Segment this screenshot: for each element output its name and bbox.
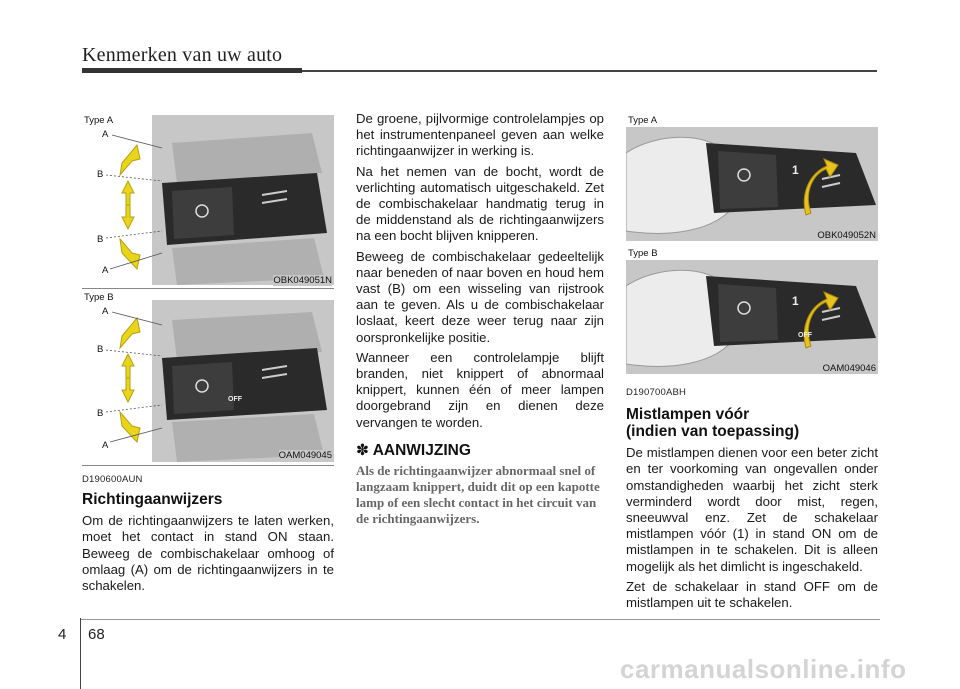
right-column (626, 385, 878, 615)
heading-line-2: (indien van toepassing) (626, 423, 800, 441)
figure-code: OAM049046 (822, 363, 876, 374)
figure-turn-signal-type-a (82, 113, 334, 288)
figure-type-label: Type A (628, 115, 658, 126)
page-number: 68 (88, 626, 105, 643)
header-rule-thick (82, 68, 302, 73)
heading-line-1: Mistlampen vóór (626, 406, 750, 424)
paragraph: Zet de schakelaar in stand OFF om de mistlampen uit te schakelen. (626, 578, 878, 611)
figure-letter-b-top: B (97, 344, 104, 355)
figure-type-label: Type B (628, 248, 658, 259)
paragraph: De mistlampen dienen voor een beter zicht en ter voorkoming van ongevallen onder omstandigheden waarbij het zicht sterk verminderd wordt door mist, regen, sneeuwval enz. Zet de schakelaar mistlampen vóór (1) in stand ON om de mistlampen in te schakelen. Dit is alleen mogelijk als het dimlicht is ingeschakeld. (626, 445, 878, 574)
section-code: D190600AUN (82, 474, 143, 485)
header-rule-thin (302, 70, 877, 72)
figure-letter-b-bottom: B (97, 234, 104, 245)
figure-code: OBK049051N (273, 275, 332, 286)
arrow-up-icon (122, 181, 134, 205)
figure-number-1: 1 (792, 163, 799, 177)
arrow-up-diagonal-icon (120, 318, 140, 348)
paragraph: Na het nemen van de bocht, wordt de verlichting automatisch uitgeschakeld. Zet de combischakelaar handmatig terug in de middenstand als de richtingaanwijzers na een bocht blijven knipperen. (356, 163, 604, 244)
figure-divider (82, 465, 334, 466)
turn-signal-illustration (82, 290, 334, 465)
paragraph: Beweeg de combischakelaar gedeeltelijk naar beneden of naar boven en houd hem vast (B) om een wisseling van rijstrook aan te geven. Als u de combischakelaar loslaat, keert deze weer terug naar zijn oorspronkelijke positie. (356, 248, 604, 345)
page-section-number: 4 (58, 626, 67, 643)
section-heading-fog-lamps (626, 406, 878, 440)
figure-turn-signal-type-b (82, 290, 334, 465)
arrow-up-icon (122, 354, 134, 378)
figure-letter-b-bottom: B (97, 408, 104, 419)
arrow-down-icon (122, 205, 134, 229)
fog-lamp-illustration (626, 246, 878, 376)
figure-letter-a-bottom: A (102, 265, 109, 276)
middle-column (356, 111, 604, 527)
paragraph: De groene, pijlvormige controlelampjes op het instrumentenpaneel geven aan welke richtingaanwijzer in werking is. (356, 111, 604, 159)
paragraph: Wanneer een controlelampje blijft branden, niet knippert of abnormaal knippert, kunnen één of meer lampen doorgebrand zijn en dienen deze vervangen te worden. (356, 349, 604, 430)
arrow-down-diagonal-icon (120, 412, 140, 442)
figure-divider (82, 288, 334, 289)
paragraph: Om de richtingaanwijzers te laten werken, moet het contact in stand ON staan. Beweeg de combischakelaar omhoog of omlaag (A) om de richtingaanwijzers in te schakelen. (82, 513, 334, 594)
note-title: ✽ AANWIJZING (356, 441, 471, 459)
watermark-text: carmanualsonline.info (620, 654, 907, 684)
page-header-title: Kenmerken van uw auto (82, 44, 283, 66)
footer-vertical-rule (80, 618, 81, 689)
footer-rule (80, 619, 880, 620)
turn-signal-illustration (82, 113, 334, 288)
figure-type-label: Type B (84, 292, 114, 303)
arrow-down-icon (122, 378, 134, 402)
section-code: D190700ABH (626, 387, 687, 398)
figure-code: OBK049052N (817, 230, 876, 241)
figure-fog-lamp-type-a (626, 113, 878, 243)
figure-type-label: Type A (84, 115, 114, 126)
note-body: Als de richtingaanwijzer abnormaal snel of langzaam knippert, duidt dit op een kapotte lamp of een slecht contact in het circuit van de richtingaanwijzers. (356, 463, 600, 527)
figure-letter-a-top: A (102, 306, 109, 317)
figure-letter-a-bottom: A (102, 440, 109, 451)
arrow-up-diagonal-icon (120, 145, 140, 175)
arrow-down-diagonal-icon (120, 239, 140, 269)
left-column (82, 472, 334, 598)
fog-lamp-illustration (626, 113, 878, 243)
figure-number-1: 1 (792, 294, 799, 308)
figure-off-marking: OFF (798, 332, 812, 339)
figure-letter-b-top: B (97, 169, 104, 180)
section-heading-turn-signals: Richtingaanwijzers (82, 491, 223, 509)
figure-code: OAM049045 (278, 450, 332, 461)
figure-off-marking: OFF (228, 396, 242, 403)
figure-fog-lamp-type-b (626, 246, 878, 376)
figure-letter-a-top: A (102, 129, 109, 140)
